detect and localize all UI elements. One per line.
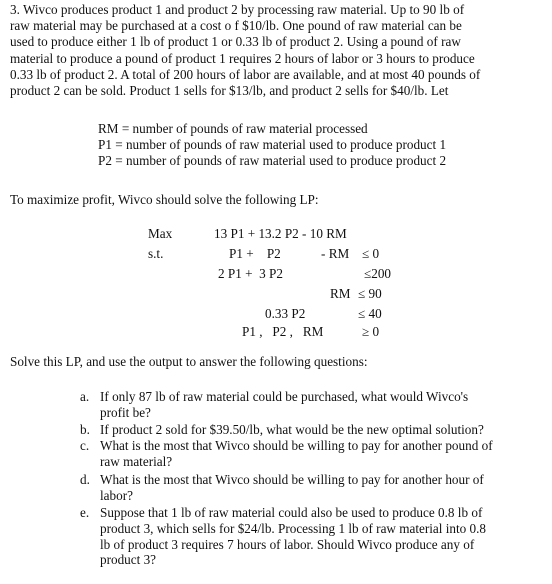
question-line: What is the most that Wivco should be willing to pay for another pound of: [100, 438, 493, 453]
question-line: product 3?: [100, 552, 157, 568]
question-line: If product 2 sold for $39.50/lb, what would be the new optimal solution?: [100, 422, 484, 437]
lp-nonneg-vars: P1 , P2 , RM: [242, 324, 324, 339]
lp-constraint-2-rel: ≤200: [364, 266, 392, 281]
lp-constraint-1-lhs: P1 + P2: [229, 246, 281, 261]
definition-p1: P1 = number of pounds of raw material used to produce product 1: [98, 137, 447, 152]
variable-definitions: [98, 121, 446, 169]
definition-rm: RM = number of pounds of raw material processed: [98, 121, 368, 136]
question-marker: d.: [80, 472, 90, 487]
lp-constraint-1-rm: - RM: [321, 246, 350, 261]
lp-constraint-3-rel: ≤ 90: [358, 286, 382, 301]
solve-instructions: Solve this LP, and use the output to answer the following questions:: [10, 354, 368, 369]
question-line: profit be?: [100, 404, 151, 420]
lp-constraint-3-lhs: RM: [330, 286, 351, 301]
problem-line: material to produce a pound of product 1 requires 2 hours of labor or 3 hours to produce: [10, 50, 475, 66]
problem-line: product 2 can be sold. Product 1 sells for $13/lb, and product 2 sells for $40/lb. Let: [10, 83, 449, 99]
problem-statement: [10, 2, 538, 99]
definition-p2: P2 = number of pounds of raw material used to produce product 2: [98, 153, 447, 168]
question-line: labor?: [100, 487, 133, 503]
problem-line: used to produce either 1 lb of product 1 or 0.33 lb of product 2. Using a pound of raw: [10, 34, 461, 50]
problem-line: 3. Wivco produces product 1 and product 2 by processing raw material. Up to 90 lb of: [10, 2, 465, 17]
problem-line: 0.33 lb of product 2. A total of 200 hours of labor are available, and at most 40 pounds of: [10, 66, 481, 82]
lp-objective: 13 P1 + 13.2 P2 - 10 RM: [214, 226, 347, 241]
question-line: If only 87 lb of raw material could be purchased, what would Wivco's: [100, 389, 469, 404]
lp-constraint-1-rel: ≤ 0: [362, 246, 380, 261]
problem-line: raw material may be purchased at a cost o f $10/lb. One pound of raw material can be: [10, 18, 462, 34]
question-line: Suppose that 1 lb of raw material could also be used to produce 0.8 lb of: [100, 505, 483, 520]
question-marker: c.: [80, 438, 90, 453]
question-marker: b.: [80, 422, 90, 437]
lp-nonneg-rel: ≥ 0: [362, 324, 380, 339]
question-line: product 3, which sells for $24/lb. Processing 1 lb of raw material into 0.8: [100, 520, 487, 536]
lp-st-label: s.t.: [148, 246, 164, 261]
lp-intro: To maximize profit, Wivco should solve the following LP:: [10, 192, 319, 207]
question-line: raw material?: [100, 453, 173, 469]
lp-constraint-2-lhs: 2 P1 + 3 P2: [218, 266, 283, 281]
lp-constraint-4-lhs: 0.33 P2: [265, 306, 306, 321]
question-marker: a.: [80, 389, 90, 404]
lp-max-label: Max: [148, 226, 173, 241]
question-marker: e.: [80, 505, 90, 520]
lp-constraint-4-rel: ≤ 40: [358, 306, 382, 321]
question-line: lb of product 3 requires 7 hours of labor. Should Wivco produce any of: [100, 536, 475, 552]
question-line: What is the most that Wivco should be willing to pay for another hour of: [100, 472, 484, 487]
